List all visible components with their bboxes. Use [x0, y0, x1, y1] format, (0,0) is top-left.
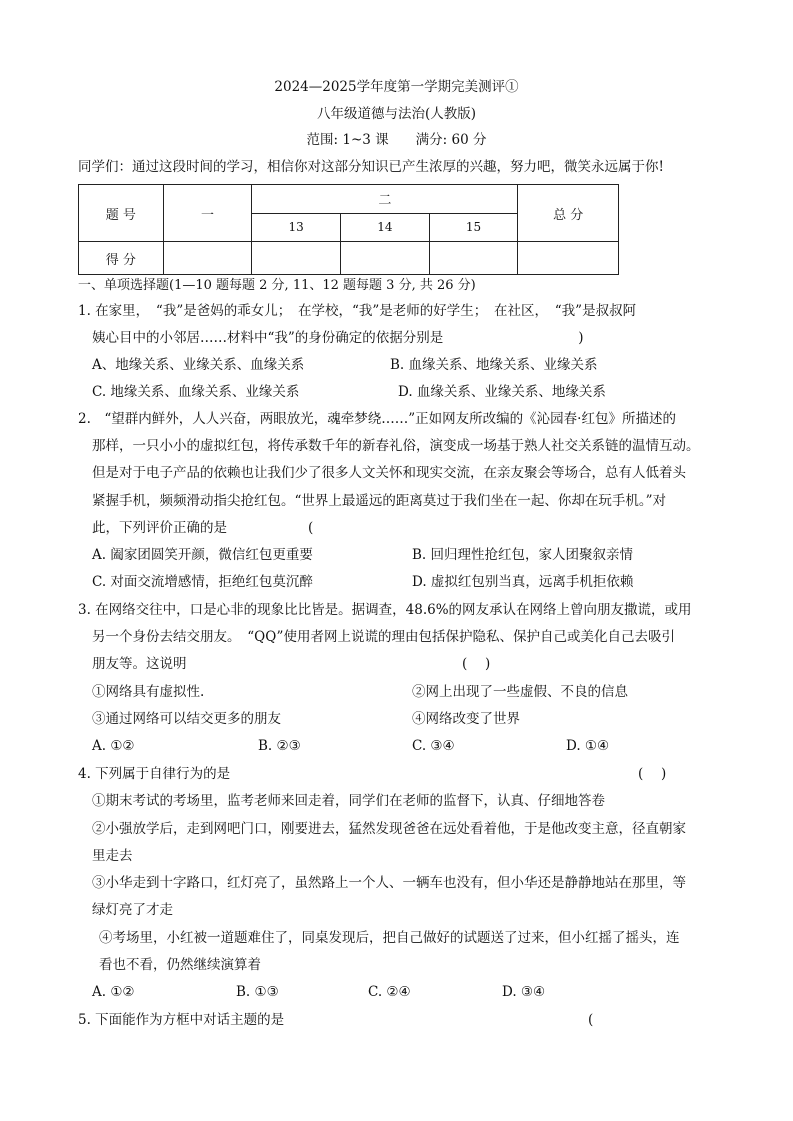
q3-stem-line3: 朋友等。这说明 — [92, 656, 187, 672]
q3-option-a[interactable]: A. ①② — [92, 738, 135, 754]
q1-option-d[interactable]: D. 血缘关系、业缘关系、地缘关系 — [398, 384, 606, 400]
q4-statement-4b: 看也不看，仍然继续演算着 — [99, 957, 261, 973]
q3-stem-line2: 另一个身份去结交朋友。 “QQ”使用者网上说谎的理由包括保护隐私、保护自己或美化自己去吸引 — [92, 629, 675, 645]
q1-option-b[interactable]: B. 血缘关系、地缘关系、业缘关系 — [390, 357, 598, 373]
q4-option-c[interactable]: C. ②④ — [368, 984, 411, 1000]
exam-subtitle: 八年级道德与法治(人教版) — [316, 106, 477, 122]
q2-option-a[interactable]: A. 阖家团圆笑开颜，微信红包更重要 — [92, 547, 313, 563]
q5-stem: 5. 下面能作为方框中对话主题的是 — [78, 1012, 285, 1028]
q4-stem: 4. 下列属于自律行为的是 — [78, 766, 231, 782]
score-cell-14[interactable] — [341, 242, 430, 275]
q3-option-d[interactable]: D. ①④ — [566, 738, 610, 754]
q1-option-c[interactable]: C. 地缘关系、血缘关系、业缘关系 — [92, 384, 300, 400]
col-q14: 14 — [341, 213, 430, 242]
section-heading: 一、单项选择题(1—10 题每题 2 分, 11、12 题每题 3 分, 共 26 分) — [78, 278, 476, 293]
q2-stem-line4: 紧握手机，频频滑动指尖抢红包。“世界上最遥远的距离莫过于我们坐在一起、你却在玩手机。”对 — [92, 493, 667, 509]
q3-option-c[interactable]: C. ③④ — [412, 738, 455, 754]
score-cell-total[interactable] — [518, 242, 619, 275]
q4-statement-2b: 里走去 — [92, 848, 133, 864]
q4-option-d[interactable]: D. ③④ — [502, 984, 546, 1000]
q2-option-b[interactable]: B. 回归理性抢红包，家人团聚叙亲情 — [412, 547, 634, 563]
col-section-one: 一 — [163, 185, 252, 242]
q4-statement-4a: ④考场里，小红被一道题难住了，同桌发现后，把自己做好的试题送了过来，但小红摇了摇头，连 — [99, 930, 680, 946]
q4-statement-3b: 绿灯亮了才走 — [92, 902, 173, 918]
exam-title: 2024—2025学年度第一学期完美测评① — [274, 79, 519, 95]
q2-stem-line5: 此，下列评价正确的是 ( — [92, 520, 314, 536]
q3-option-b[interactable]: B. ②③ — [258, 738, 301, 754]
col-q13: 13 — [252, 213, 341, 242]
greeting-text: 同学们：通过这段时间的学习，相信你对这部分知识已产生浓厚的兴趣，努力吧，微笑永远属于你! — [78, 159, 664, 175]
q1-stem-line2: 姨心目中的小邻居……材料中“我”的身份确定的依据分别是 ) — [92, 330, 584, 346]
col-section-two: 二 — [252, 185, 518, 214]
score-table — [78, 184, 619, 275]
q3-answer-paren[interactable]: ( ) — [462, 656, 491, 672]
q2-option-c[interactable]: C. 对面交流增感情，拒绝红包莫沉醉 — [92, 574, 313, 590]
q3-statement-1: ①网络具有虚拟性. — [92, 684, 205, 700]
q3-statement-3: ③通过网络可以结交更多的朋友 — [92, 711, 281, 727]
q4-statement-2a: ②小强放学后，走到网吧门口，刚要进去，猛然发现爸爸在远处看着他，于是他改变主意，径直朝家 — [92, 821, 686, 837]
q3-stem-line1: 3. 在网络交往中，口是心非的现象比比皆是。据调查，48.6%的网友承认在网络上曾向朋友撒谎，或用 — [78, 602, 692, 618]
q4-option-a[interactable]: A. ①② — [92, 984, 135, 1000]
q4-statement-3a: ③小华走到十字路口，红灯亮了，虽然路上一个人、一辆车也没有，但小华还是静静地站在那里，等 — [92, 875, 686, 891]
q3-statement-2: ②网上出现了一些虚假、不良的信息 — [412, 684, 628, 700]
q4-answer-paren[interactable]: ( ) — [638, 766, 667, 782]
score-cell-13[interactable] — [252, 242, 341, 275]
col-q15: 15 — [429, 213, 518, 242]
q2-option-d[interactable]: D. 虚拟红包别当真，远离手机拒依赖 — [412, 574, 634, 590]
row-label-score: 得 分 — [79, 242, 164, 275]
exam-scope: 范围: 1~3 课 满分: 60 分 — [306, 132, 487, 148]
score-cell-one[interactable] — [163, 242, 252, 275]
col-total: 总 分 — [518, 185, 619, 242]
q4-statement-1: ①期末考试的考场里，监考老师来回走着，同学们在老师的监督下，认真、仔细地答卷 — [92, 793, 605, 809]
q4-option-b[interactable]: B. ①③ — [236, 984, 279, 1000]
q2-stem-line3: 但是对于电子产品的依赖也让我们少了很多人文关怀和现实交流，在亲友聚会等场合，总有人低着头 — [92, 465, 686, 481]
q1-option-a[interactable]: A、地缘关系、业缘关系、血缘关系 — [92, 357, 305, 373]
row-label-number: 题 号 — [79, 185, 164, 242]
q2-stem-line2: 那样，一只小小的虚拟红包，将传承数千年的新春礼俗，演变成一场基于熟人社交关系链的温情互动。 — [92, 438, 700, 454]
q5-answer-paren[interactable]: ( — [588, 1012, 594, 1028]
q2-stem-line1: 2. “望群内鲜外，人人兴奋，两眼放光，魂牵梦绕……”正如网友所改编的《沁园春·红包》所描述的 — [78, 411, 676, 427]
q3-statement-4: ④网络改变了世界 — [412, 711, 520, 727]
score-cell-15[interactable] — [429, 242, 518, 275]
q1-stem-line1: 1. 在家里， “我”是爸妈的乖女儿； 在学校，“我”是老师的好学生； 在社区， “我”是叔叔阿 — [78, 303, 637, 319]
